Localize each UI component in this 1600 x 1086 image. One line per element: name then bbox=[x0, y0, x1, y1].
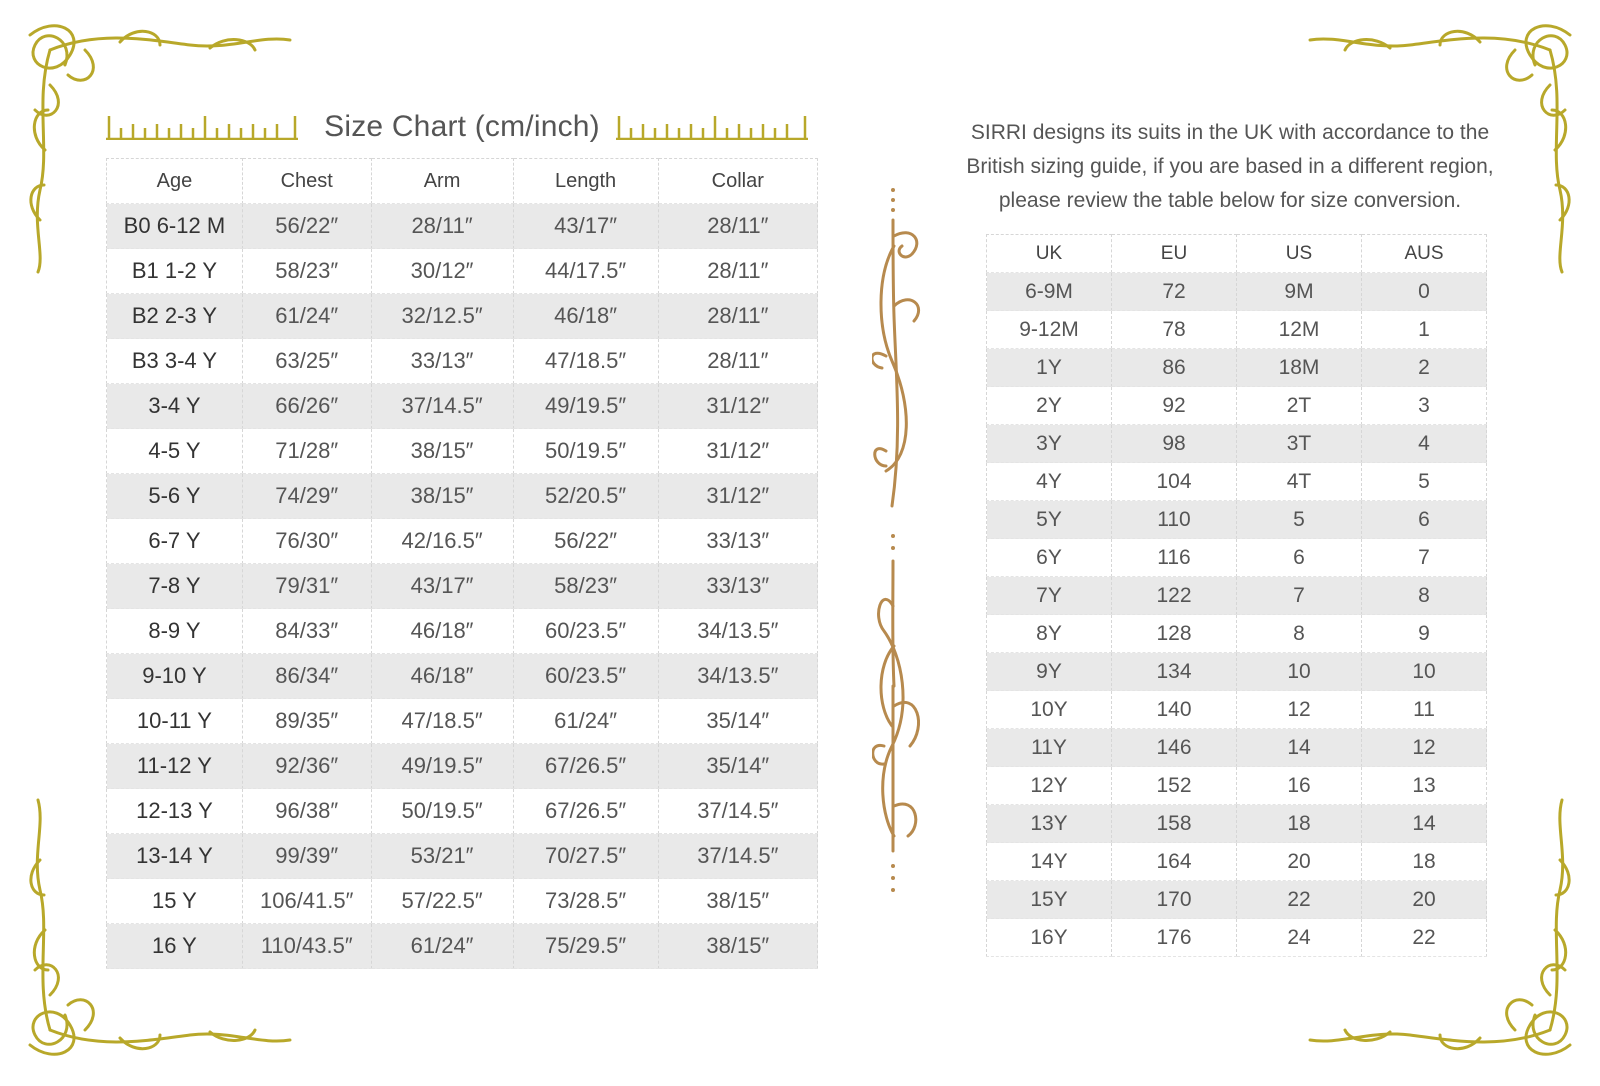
cell-collar: 34/13.5″ bbox=[658, 609, 817, 654]
cell-aus: 6 bbox=[1362, 501, 1487, 539]
cell-aus: 2 bbox=[1362, 349, 1487, 387]
cell-uk: 9-12M bbox=[987, 311, 1112, 349]
region-conversion-note bbox=[945, 116, 1515, 218]
cell-us: 10 bbox=[1237, 653, 1362, 691]
cell-eu: 164 bbox=[1112, 843, 1237, 881]
conversion-table-row bbox=[987, 539, 1487, 577]
cell-arm: 38/15″ bbox=[371, 474, 513, 519]
cell-collar: 31/12″ bbox=[658, 384, 817, 429]
cell-arm: 61/24″ bbox=[371, 924, 513, 969]
cell-uk: 1Y bbox=[987, 349, 1112, 387]
cell-aus: 22 bbox=[1362, 919, 1487, 957]
cell-eu: 128 bbox=[1112, 615, 1237, 653]
cell-length: 60/23.5″ bbox=[513, 654, 658, 699]
cell-collar: 37/14.5″ bbox=[658, 789, 817, 834]
conversion-table-row bbox=[987, 691, 1487, 729]
column-header-arm: Arm bbox=[371, 159, 513, 204]
size-table-row bbox=[107, 609, 818, 654]
size-table-row bbox=[107, 339, 818, 384]
cell-age: 10-11 Y bbox=[107, 699, 243, 744]
cell-collar: 33/13″ bbox=[658, 519, 817, 564]
size-table-row bbox=[107, 834, 818, 879]
cell-eu: 98 bbox=[1112, 425, 1237, 463]
cell-chest: 110/43.5″ bbox=[242, 924, 371, 969]
cell-age: 9-10 Y bbox=[107, 654, 243, 699]
cell-chest: 74/29″ bbox=[242, 474, 371, 519]
size-conversion-table bbox=[986, 234, 1487, 957]
cell-eu: 122 bbox=[1112, 577, 1237, 615]
cell-uk: 16Y bbox=[987, 919, 1112, 957]
cell-aus: 1 bbox=[1362, 311, 1487, 349]
size-table-row bbox=[107, 564, 818, 609]
cell-age: 4-5 Y bbox=[107, 429, 243, 474]
conversion-table-row bbox=[987, 311, 1487, 349]
conversion-table-row bbox=[987, 577, 1487, 615]
cell-age: B1 1-2 Y bbox=[107, 249, 243, 294]
cell-age: B3 3-4 Y bbox=[107, 339, 243, 384]
cell-length: 70/27.5″ bbox=[513, 834, 658, 879]
cell-aus: 3 bbox=[1362, 387, 1487, 425]
cell-arm: 33/13″ bbox=[371, 339, 513, 384]
cell-length: 44/17.5″ bbox=[513, 249, 658, 294]
cell-length: 75/29.5″ bbox=[513, 924, 658, 969]
size-chart-table bbox=[106, 158, 818, 969]
cell-arm: 38/15″ bbox=[371, 429, 513, 474]
cell-eu: 170 bbox=[1112, 881, 1237, 919]
conversion-table-row bbox=[987, 273, 1487, 311]
size-chart-header bbox=[106, 104, 818, 158]
cell-arm: 30/12″ bbox=[371, 249, 513, 294]
cell-chest: 58/23″ bbox=[242, 249, 371, 294]
cell-arm: 32/12.5″ bbox=[371, 294, 513, 339]
cell-age: 13-14 Y bbox=[107, 834, 243, 879]
cell-eu: 134 bbox=[1112, 653, 1237, 691]
cell-uk: 4Y bbox=[987, 463, 1112, 501]
note-line-3: please review the table below for size conversion. bbox=[998, 189, 1462, 212]
cell-aus: 12 bbox=[1362, 729, 1487, 767]
size-table-row bbox=[107, 924, 818, 969]
size-table-row bbox=[107, 519, 818, 564]
cell-eu: 116 bbox=[1112, 539, 1237, 577]
cell-length: 56/22″ bbox=[513, 519, 658, 564]
cell-uk: 6-9M bbox=[987, 273, 1112, 311]
conversion-table-row bbox=[987, 843, 1487, 881]
cell-aus: 4 bbox=[1362, 425, 1487, 463]
cell-aus: 9 bbox=[1362, 615, 1487, 653]
cell-uk: 9Y bbox=[987, 653, 1112, 691]
cell-length: 50/19.5″ bbox=[513, 429, 658, 474]
cell-eu: 176 bbox=[1112, 919, 1237, 957]
cell-aus: 0 bbox=[1362, 273, 1487, 311]
cell-chest: 99/39″ bbox=[242, 834, 371, 879]
column-header-chest: Chest bbox=[242, 159, 371, 204]
cell-chest: 61/24″ bbox=[242, 294, 371, 339]
cell-arm: 43/17″ bbox=[371, 564, 513, 609]
cell-age: 6-7 Y bbox=[107, 519, 243, 564]
cell-collar: 35/14″ bbox=[658, 744, 817, 789]
cell-chest: 66/26″ bbox=[242, 384, 371, 429]
cell-aus: 18 bbox=[1362, 843, 1487, 881]
conversion-table-row bbox=[987, 805, 1487, 843]
size-table-row bbox=[107, 879, 818, 924]
cell-chest: 84/33″ bbox=[242, 609, 371, 654]
column-header-us: US bbox=[1237, 235, 1362, 273]
cell-chest: 71/28″ bbox=[242, 429, 371, 474]
cell-aus: 14 bbox=[1362, 805, 1487, 843]
cell-collar: 28/11″ bbox=[658, 339, 817, 384]
cell-us: 2T bbox=[1237, 387, 1362, 425]
cell-us: 3T bbox=[1237, 425, 1362, 463]
cell-us: 12M bbox=[1237, 311, 1362, 349]
cell-aus: 20 bbox=[1362, 881, 1487, 919]
cell-length: 46/18″ bbox=[513, 294, 658, 339]
cell-aus: 13 bbox=[1362, 767, 1487, 805]
cell-arm: 28/11″ bbox=[371, 204, 513, 249]
conversion-header-row bbox=[987, 235, 1487, 273]
cell-us: 24 bbox=[1237, 919, 1362, 957]
note-line-2: British sizing guide, if you are based in a different region, bbox=[966, 155, 1494, 178]
cell-age: B2 2-3 Y bbox=[107, 294, 243, 339]
cell-us: 5 bbox=[1237, 501, 1362, 539]
cell-eu: 146 bbox=[1112, 729, 1237, 767]
cell-length: 67/26.5″ bbox=[513, 744, 658, 789]
ruler-ornament-icon bbox=[616, 114, 808, 140]
cell-us: 6 bbox=[1237, 539, 1362, 577]
cell-chest: 92/36″ bbox=[242, 744, 371, 789]
cell-arm: 53/21″ bbox=[371, 834, 513, 879]
cell-us: 8 bbox=[1237, 615, 1362, 653]
column-header-eu: EU bbox=[1112, 235, 1237, 273]
conversion-table-row bbox=[987, 425, 1487, 463]
note-line-1: SIRRI designs its suits in the UK with accordance to the bbox=[970, 121, 1490, 144]
cell-chest: 79/31″ bbox=[242, 564, 371, 609]
size-table-row bbox=[107, 474, 818, 519]
cell-length: 52/20.5″ bbox=[513, 474, 658, 519]
conversion-table-row bbox=[987, 463, 1487, 501]
cell-eu: 92 bbox=[1112, 387, 1237, 425]
size-chart-section bbox=[106, 104, 818, 969]
cell-age: 3-4 Y bbox=[107, 384, 243, 429]
size-table-row bbox=[107, 429, 818, 474]
cell-length: 61/24″ bbox=[513, 699, 658, 744]
cell-age: B0 6-12 M bbox=[107, 204, 243, 249]
cell-chest: 76/30″ bbox=[242, 519, 371, 564]
cell-arm: 49/19.5″ bbox=[371, 744, 513, 789]
cell-length: 67/26.5″ bbox=[513, 789, 658, 834]
cell-arm: 50/19.5″ bbox=[371, 789, 513, 834]
cell-age: 11-12 Y bbox=[107, 744, 243, 789]
cell-collar: 31/12″ bbox=[658, 474, 817, 519]
cell-length: 43/17″ bbox=[513, 204, 658, 249]
size-table-row bbox=[107, 294, 818, 339]
cell-age: 16 Y bbox=[107, 924, 243, 969]
cell-aus: 5 bbox=[1362, 463, 1487, 501]
cell-eu: 104 bbox=[1112, 463, 1237, 501]
conversion-table-row bbox=[987, 349, 1487, 387]
cell-arm: 46/18″ bbox=[371, 654, 513, 699]
size-chart-title: Size Chart (cm/inch) bbox=[324, 110, 600, 143]
cell-arm: 42/16.5″ bbox=[371, 519, 513, 564]
cell-length: 47/18.5″ bbox=[513, 339, 658, 384]
conversion-table-row bbox=[987, 501, 1487, 539]
cell-eu: 140 bbox=[1112, 691, 1237, 729]
conversion-table-row bbox=[987, 729, 1487, 767]
cell-uk: 7Y bbox=[987, 577, 1112, 615]
cell-us: 12 bbox=[1237, 691, 1362, 729]
cell-us: 4T bbox=[1237, 463, 1362, 501]
cell-length: 58/23″ bbox=[513, 564, 658, 609]
cell-uk: 5Y bbox=[987, 501, 1112, 539]
cell-collar: 37/14.5″ bbox=[658, 834, 817, 879]
cell-collar: 28/11″ bbox=[658, 294, 817, 339]
cell-length: 73/28.5″ bbox=[513, 879, 658, 924]
cell-collar: 35/14″ bbox=[658, 699, 817, 744]
cell-aus: 10 bbox=[1362, 653, 1487, 691]
cell-uk: 15Y bbox=[987, 881, 1112, 919]
column-header-uk: UK bbox=[987, 235, 1112, 273]
cell-uk: 11Y bbox=[987, 729, 1112, 767]
cell-age: 12-13 Y bbox=[107, 789, 243, 834]
size-conversion-section bbox=[986, 234, 1486, 957]
cell-eu: 78 bbox=[1112, 311, 1237, 349]
cell-aus: 8 bbox=[1362, 577, 1487, 615]
cell-aus: 7 bbox=[1362, 539, 1487, 577]
size-table-row bbox=[107, 699, 818, 744]
column-header-aus: AUS bbox=[1362, 235, 1487, 273]
cell-arm: 46/18″ bbox=[371, 609, 513, 654]
cell-us: 22 bbox=[1237, 881, 1362, 919]
cell-arm: 57/22.5″ bbox=[371, 879, 513, 924]
cell-uk: 14Y bbox=[987, 843, 1112, 881]
cell-chest: 63/25″ bbox=[242, 339, 371, 384]
cell-length: 60/23.5″ bbox=[513, 609, 658, 654]
cell-eu: 152 bbox=[1112, 767, 1237, 805]
size-table-row bbox=[107, 249, 818, 294]
scroll-divider-icon bbox=[872, 186, 942, 916]
cell-us: 14 bbox=[1237, 729, 1362, 767]
cell-uk: 13Y bbox=[987, 805, 1112, 843]
cell-uk: 3Y bbox=[987, 425, 1112, 463]
cell-us: 7 bbox=[1237, 577, 1362, 615]
cell-us: 18 bbox=[1237, 805, 1362, 843]
cell-collar: 33/13″ bbox=[658, 564, 817, 609]
cell-collar: 28/11″ bbox=[658, 249, 817, 294]
size-table-row bbox=[107, 384, 818, 429]
cell-collar: 28/11″ bbox=[658, 204, 817, 249]
size-table-row bbox=[107, 789, 818, 834]
cell-chest: 86/34″ bbox=[242, 654, 371, 699]
cell-arm: 47/18.5″ bbox=[371, 699, 513, 744]
conversion-table-row bbox=[987, 615, 1487, 653]
cell-us: 18M bbox=[1237, 349, 1362, 387]
cell-uk: 12Y bbox=[987, 767, 1112, 805]
cell-us: 16 bbox=[1237, 767, 1362, 805]
cell-chest: 89/35″ bbox=[242, 699, 371, 744]
size-table-header-row bbox=[107, 159, 818, 204]
cell-uk: 2Y bbox=[987, 387, 1112, 425]
cell-collar: 38/15″ bbox=[658, 924, 817, 969]
cell-length: 49/19.5″ bbox=[513, 384, 658, 429]
size-table-row bbox=[107, 744, 818, 789]
size-table-row bbox=[107, 654, 818, 699]
cell-uk: 8Y bbox=[987, 615, 1112, 653]
cell-aus: 11 bbox=[1362, 691, 1487, 729]
cell-uk: 10Y bbox=[987, 691, 1112, 729]
cell-collar: 38/15″ bbox=[658, 879, 817, 924]
cell-eu: 110 bbox=[1112, 501, 1237, 539]
cell-uk: 6Y bbox=[987, 539, 1112, 577]
cell-arm: 37/14.5″ bbox=[371, 384, 513, 429]
size-table-row bbox=[107, 204, 818, 249]
cell-us: 9M bbox=[1237, 273, 1362, 311]
cell-chest: 106/41.5″ bbox=[242, 879, 371, 924]
cell-age: 8-9 Y bbox=[107, 609, 243, 654]
column-header-collar: Collar bbox=[658, 159, 817, 204]
cell-collar: 34/13.5″ bbox=[658, 654, 817, 699]
conversion-table-row bbox=[987, 653, 1487, 691]
cell-eu: 158 bbox=[1112, 805, 1237, 843]
column-header-age: Age bbox=[107, 159, 243, 204]
conversion-table-row bbox=[987, 387, 1487, 425]
cell-eu: 72 bbox=[1112, 273, 1237, 311]
column-header-length: Length bbox=[513, 159, 658, 204]
cell-eu: 86 bbox=[1112, 349, 1237, 387]
conversion-table-row bbox=[987, 881, 1487, 919]
cell-chest: 96/38″ bbox=[242, 789, 371, 834]
cell-age: 5-6 Y bbox=[107, 474, 243, 519]
conversion-table-row bbox=[987, 767, 1487, 805]
cell-chest: 56/22″ bbox=[242, 204, 371, 249]
cell-us: 20 bbox=[1237, 843, 1362, 881]
cell-age: 15 Y bbox=[107, 879, 243, 924]
conversion-table-row bbox=[987, 919, 1487, 957]
cell-collar: 31/12″ bbox=[658, 429, 817, 474]
cell-age: 7-8 Y bbox=[107, 564, 243, 609]
